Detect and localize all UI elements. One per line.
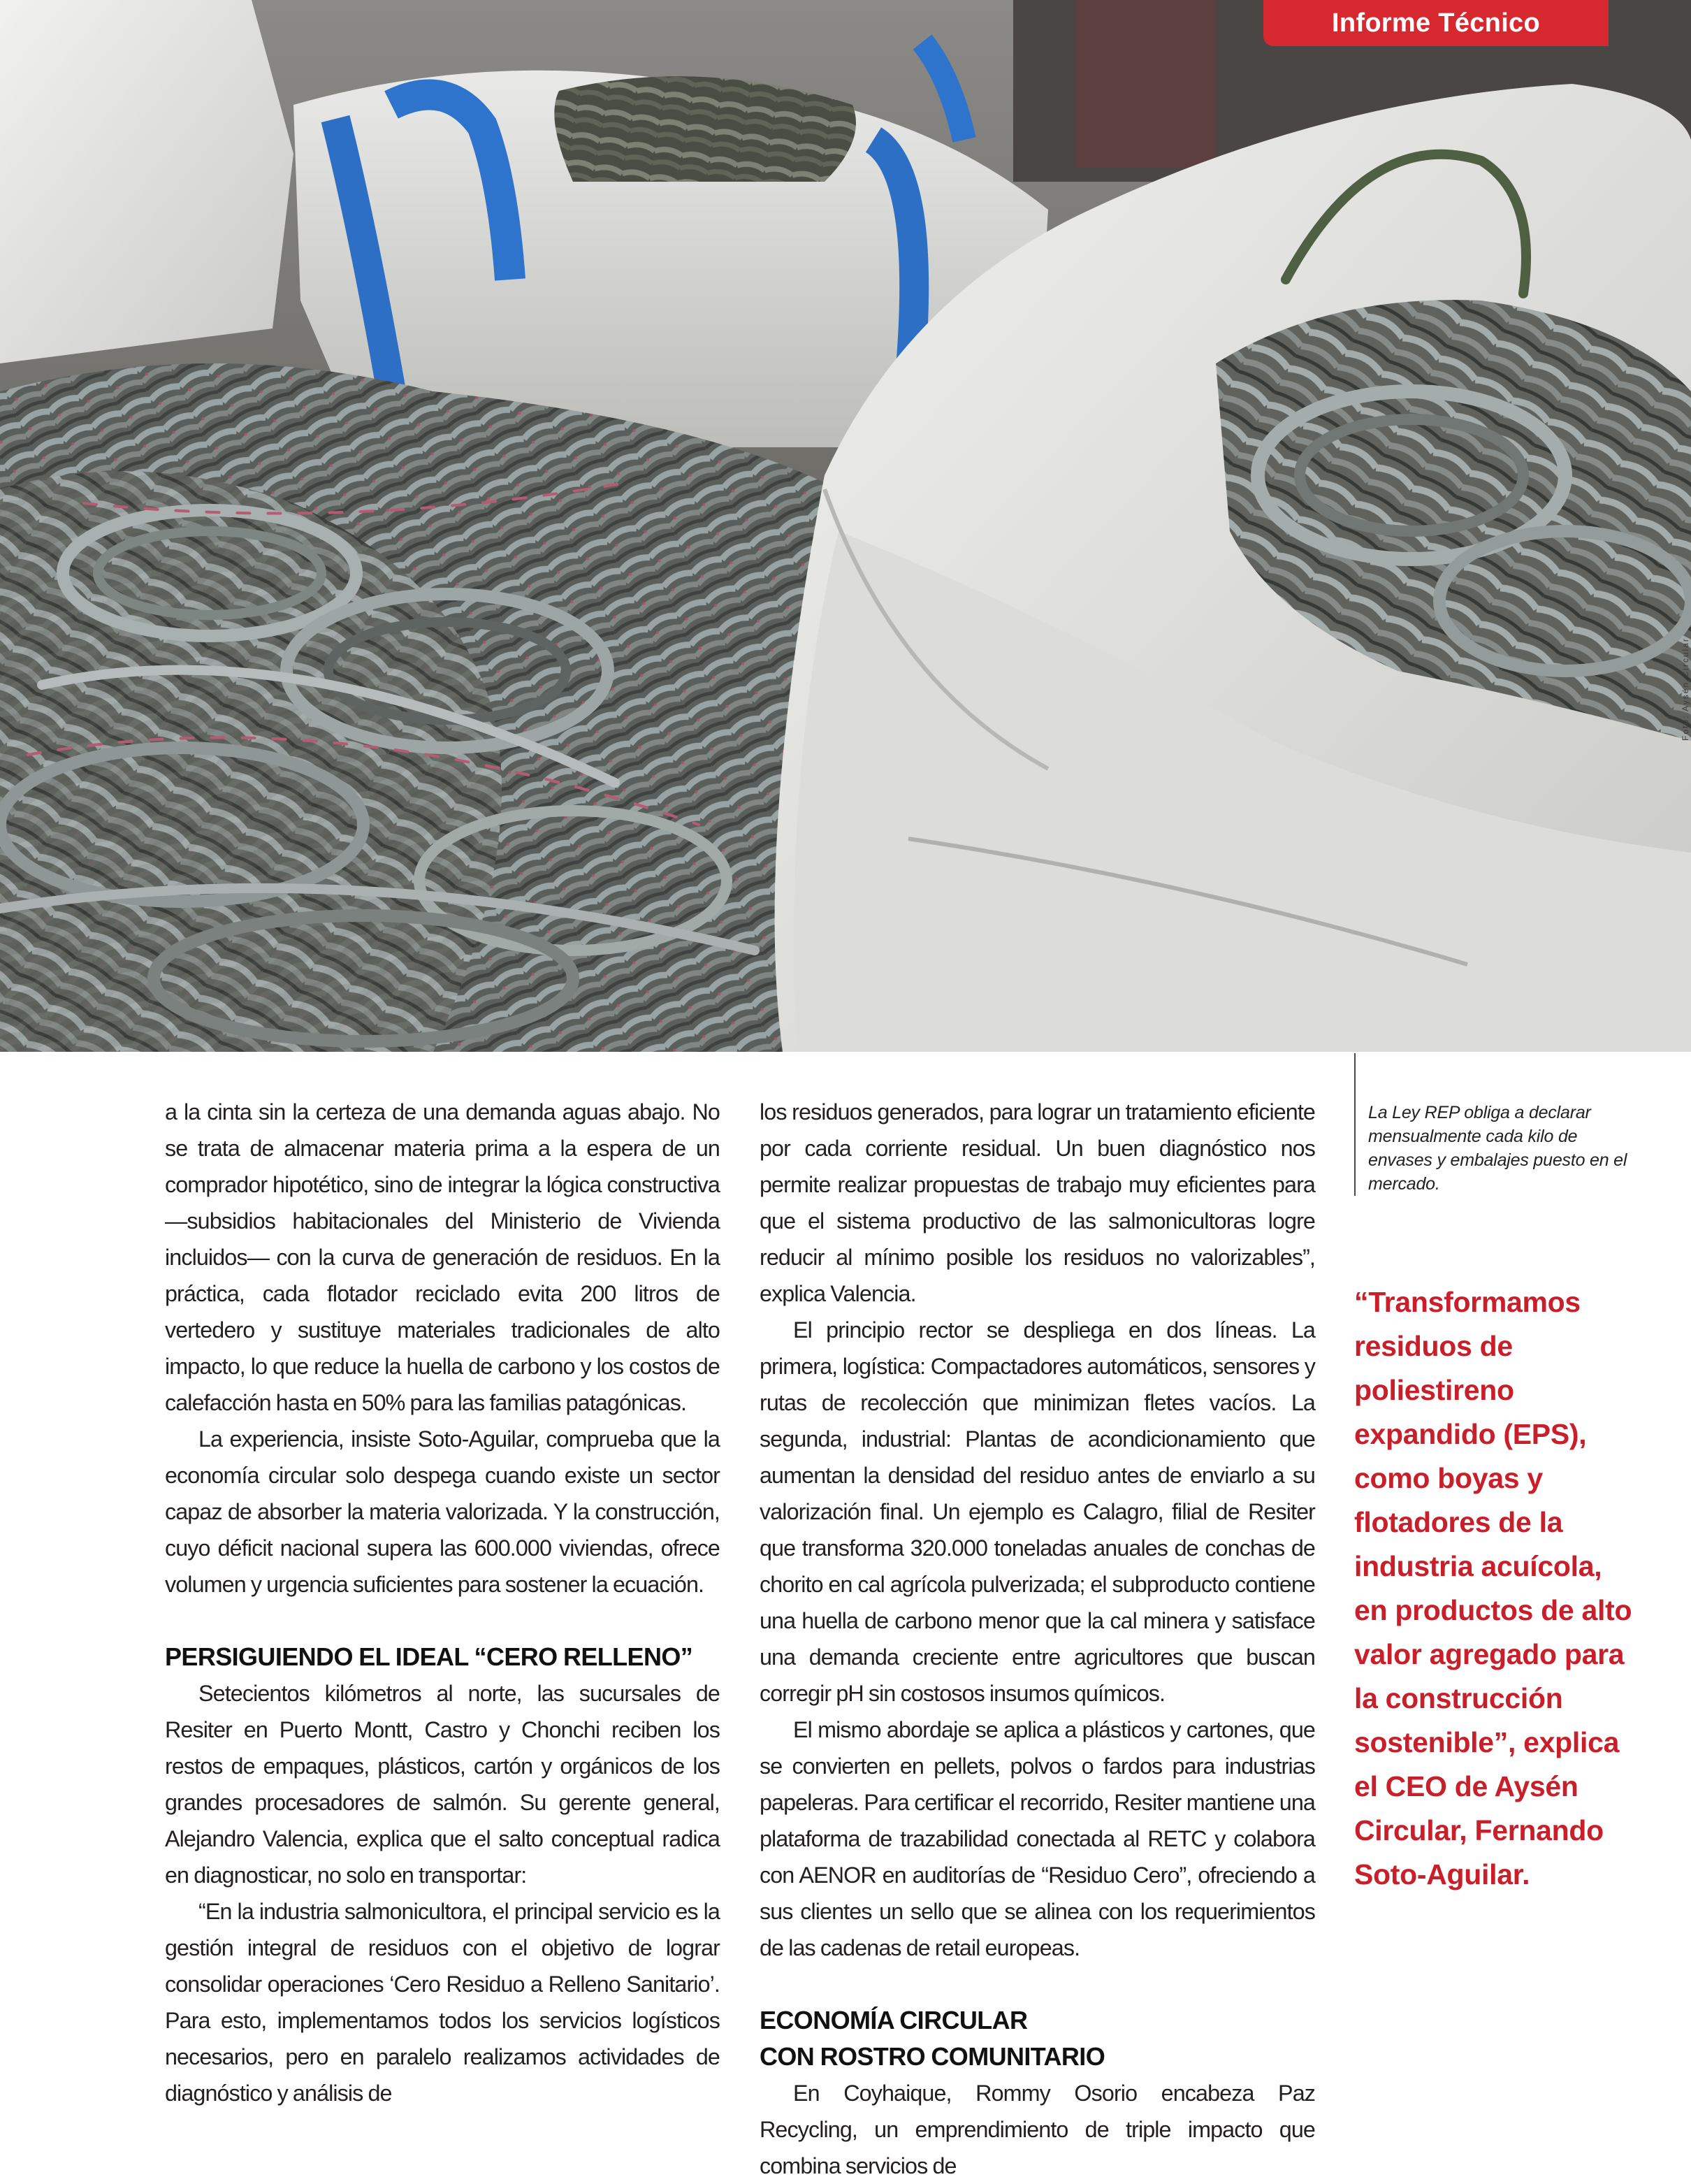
section-heading-line-1: ECONOMÍA CIRCULAR	[760, 2006, 1028, 2034]
col1-paragraph-1: a la cinta sin la certeza de una demanda aguas abajo. No se trata de almacenar materia prima a la espera de un comprador hipotético, sino de integrar la lógica constructiva —subsidios habitacionales del Ministerio de Vivienda incluidos— con la curva de generación de residuos. En la práctica, cada flotador reciclado evita 200 litros de vertedero y sustituye materiales tradicionales de alto impacto, lo que reduce la huella de carbono y los costos de calefacción hasta en 50% para las familias patagónicas.	[165, 1099, 720, 1415]
rope-bags-illustration	[0, 0, 1691, 1052]
col1-paragraph-3: Setecientos kilómetros al norte, las sucursales de Resiter en Puerto Montt, Castro y Chonchi reciben los restos de empaques, plásticos, cartón y orgánicos de los grandes procesadores de salmón. Su gerente general, Alejandro Valencia, explica que el salto conceptual radica en diagnosticar, no solo en transportar:	[165, 1681, 720, 1888]
pull-quote-text: “Transformamos residuos de poliestireno expandido (EPS), como boyas y flotadores de la industria acuícola, en productos de alto valor agregado para la construcción sostenible”, explica el CEO de Aysén Circular, Fernando Soto-Aguilar.	[1354, 1286, 1632, 1890]
col2-paragraph-4: En Coyhaique, Rommy Osorio encabeza Paz Recycling, un emprendimiento de triple impacto que combina servicios de	[760, 2081, 1315, 2178]
col2-paragraph-2: El principio rector se despliega en dos líneas. La primera, logística: Compactadores automáticos, sensores y rutas de recolección que minimizan fletes vacíos. La segunda, industrial: Plantas de acondicionamiento que aumentan la densidad del residuo antes de enviarlo a su valorización final. Un ejemplo es Calagro, filial de Resiter que transforma 320.000 toneladas anuales de conchas de chorito en cal agrícola pulverizada; el subproducto contiene una huella de carbono menor que la cal minera y satisface una demanda creciente entre agricultores que buscan corregir pH sin costosos insumos químicos.	[760, 1317, 1315, 1706]
photo-caption	[1354, 1053, 1634, 1196]
col1-paragraph-2: La experiencia, insiste Soto-Aguilar, comprueba que la economía circular solo despega cuando existe un sector capaz de absorber la materia valorizada. Y la construcción, cuyo déficit nacional supera las 600.000 viviendas, ofrece volumen y urgencia suficientes para sostener la ecuación.	[165, 1426, 720, 1597]
section-tab	[1263, 0, 1609, 46]
photo-credit: Foto: Aysén Circular	[1681, 637, 1690, 741]
col1-paragraph-4: “En la industria salmonicultora, el principal servicio es la gestión integral de residuos con el objetivo de lograr consolidar operaciones ‘Cero Residuo a Relleno Sanitario’. Para esto, implementamos todos los servicios logísticos necesarios, pero en paralelo realizamos actividades de diagnóstico y análisis de	[165, 1899, 720, 2106]
section-heading-line-2: CON ROSTRO COMUNITARIO	[760, 2042, 1105, 2071]
col2-paragraph-1: los residuos generados, para lograr un tratamiento eficiente por cada corriente residual. Un buen diagnóstico nos permite realizar propuestas de trabajo muy eficientes para que el sistema productivo de las salmonicultoras logre reducir al mínimo posible los residuos no valorizables”, explica Valencia.	[760, 1099, 1315, 1306]
article-column-2	[760, 1094, 1315, 2184]
section-tab-label: Informe Técnico	[1332, 8, 1540, 38]
article-column-1	[165, 1094, 720, 2111]
photo-caption-text: La Ley REP obliga a declarar mensualmente cada kilo de envases y embalajes puesto en el mercado.	[1368, 1103, 1627, 1194]
section-heading-economia-circular	[760, 2002, 1315, 2075]
pull-quote	[1354, 1280, 1634, 1897]
section-heading-cero-relleno: PERSIGUIENDO EL IDEAL “CERO RELLENO”	[165, 1642, 693, 1671]
article-photo	[0, 0, 1691, 1052]
col2-paragraph-3: El mismo abordaje se aplica a plásticos y cartones, que se convierten en pellets, polvos o fardos para industrias papeleras. Para certificar el recorrido, Resiter mantiene una plataforma de trazabilidad conectada al RETC y colabora con AENOR en auditorías de “Residuo Cero”, ofreciendo a sus clientes un sello que se alinea con los requerimientos de las cadenas de retail europeas.	[760, 1717, 1315, 1960]
